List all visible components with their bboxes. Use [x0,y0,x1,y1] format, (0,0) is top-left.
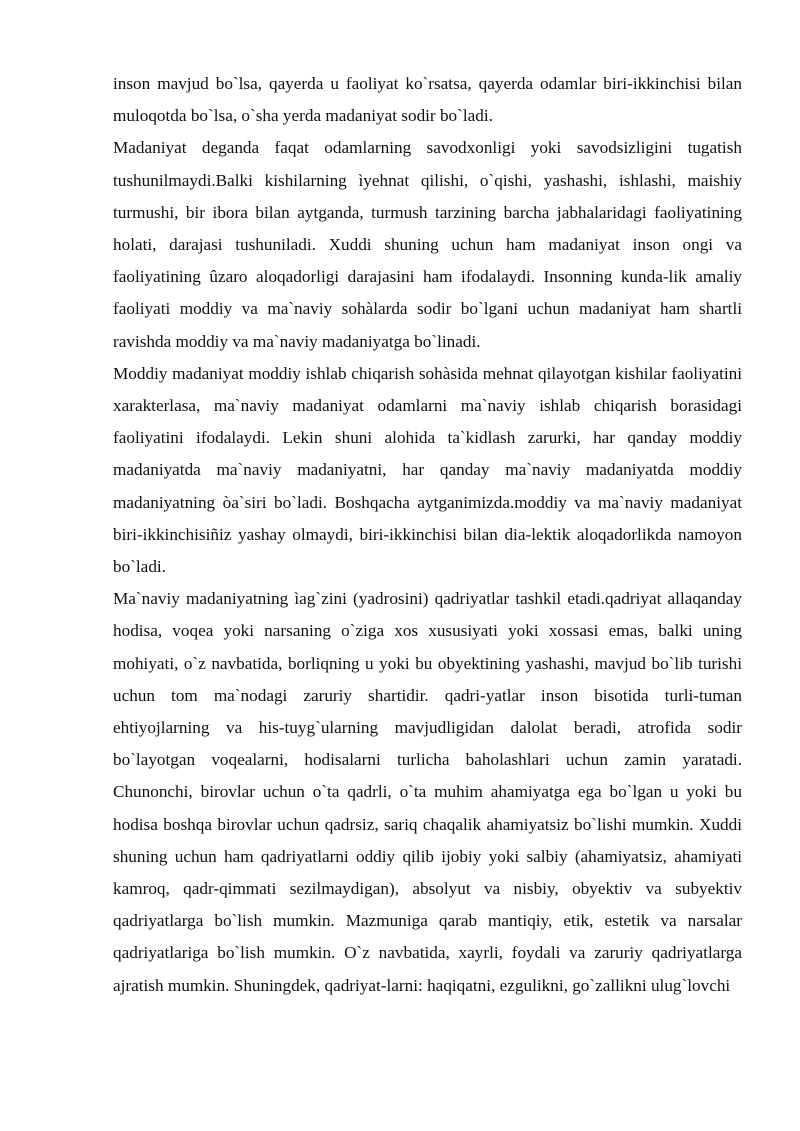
paragraph: Moddiy madaniyat moddiy ishlab chiqarish sohàsida mehnat qilayotgan kishilar faoliyatini xarakterlasa, ma`naviy madaniyat odamlarni ma`naviy ishlab chiqarish borasidagi faoliyatini ifodalaydi. Lekin shuni alohida ta`kidlash zarurki, har qanday moddiy madaniyatda ma`naviy madaniyatni, har qanday ma`naviy madaniyatda moddiy madaniyatning òa`siri bo`ladi. Boshqacha aytganimizda.moddiy va ma`naviy madaniyat biri-ikkinchisiñiz yashay olmaydi, biri-ikkinchisi bilan dia-lektik aloqadorlikda namoyon bo`ladi. [113,363,742,577]
document-page [113,68,742,1002]
paragraph: Ma`naviy madaniyatning ìag`zini (yadrosini) qadriyatlar tashkil etadi.qadriyat allaqanday hodisa, voqea yoki narsaning o`ziga xos xususiyati yoki xossasi emas, balki uning mohiyati, o`z navbatida, borliqning u yoki bu obyektining yashashi, mavjud bo`lib turishi uchun tom ma`nodagi zaruriy shartidir. qadri-yatlar inson bisotida turli-tuman ehtiyojlarning va his-tuyg`ularning mavjudligidan dalolat beradi, atrofida sodir bo`layotgan voqealarni, hodisalarni turlicha baholashlari uchun zamin yaratadi. Chunonchi, birovlar uchun o`ta qadrli, o`ta muhim ahamiyatga ega bo`lgan u yoki bu hodisa boshqa birovlar uchun qadrsiz, sariq chaqalik ahamiyatsiz bo`lishi mumkin. Xuddi shuning uchun ham qadriyatlarni oddiy qilib ijobiy yoki salbiy (ahamiyatsiz, ahamiyati kamroq, qadr-qimmati sezilmaydigan), absolyut va nisbiy, obyektiv va subyektiv qadriyatlarga bo`lish mumkin. Mazmuniga qarab mantiqiy, etik, estetik va narsalar qadriyatlariga bo`lish mumkin. O`z navbatida, xayrli, foydali va zaruriy qadriyatlarga ajratish mumkin. Shuningdek, qadriyat-larni: haqiqatni, ezgulikni, go`zallikni ulug`lovchi [113,589,742,995]
paragraph: Madaniyat deganda faqat odamlarning savodxonligi yoki savodsizligini tugatish tushunilmaydi.Balki kishilarning ìyehnat qilishi, o`qishi, yashashi, ishlashi, maishiy turmushi, bir ibora bilan aytganda, turmush tarzining barcha jabhalaridagi faoliyatining holati, darajasi tushuniladi. Xuddi shuning uchun ham madaniyat inson ongi va faoliyatining ûzaro aloqadorligi darajasini ham ifodalaydi. Insonning kunda-lik amaliy faoliyati moddiy va ma`naviy sohàlarda sodir bo`lgani uchun madaniyat ham shartli ravishda moddiy va ma`naviy madaniyatga bo`linadi. [113,138,742,351]
paragraph: inson mavjud bo`lsa, qayerda u faoliyat ko`rsatsa, qayerda odamlar biri-ikkinchisi bilan muloqotda bo`lsa, o`sha yerda madaniyat sodir bo`ladi. [113,74,742,126]
